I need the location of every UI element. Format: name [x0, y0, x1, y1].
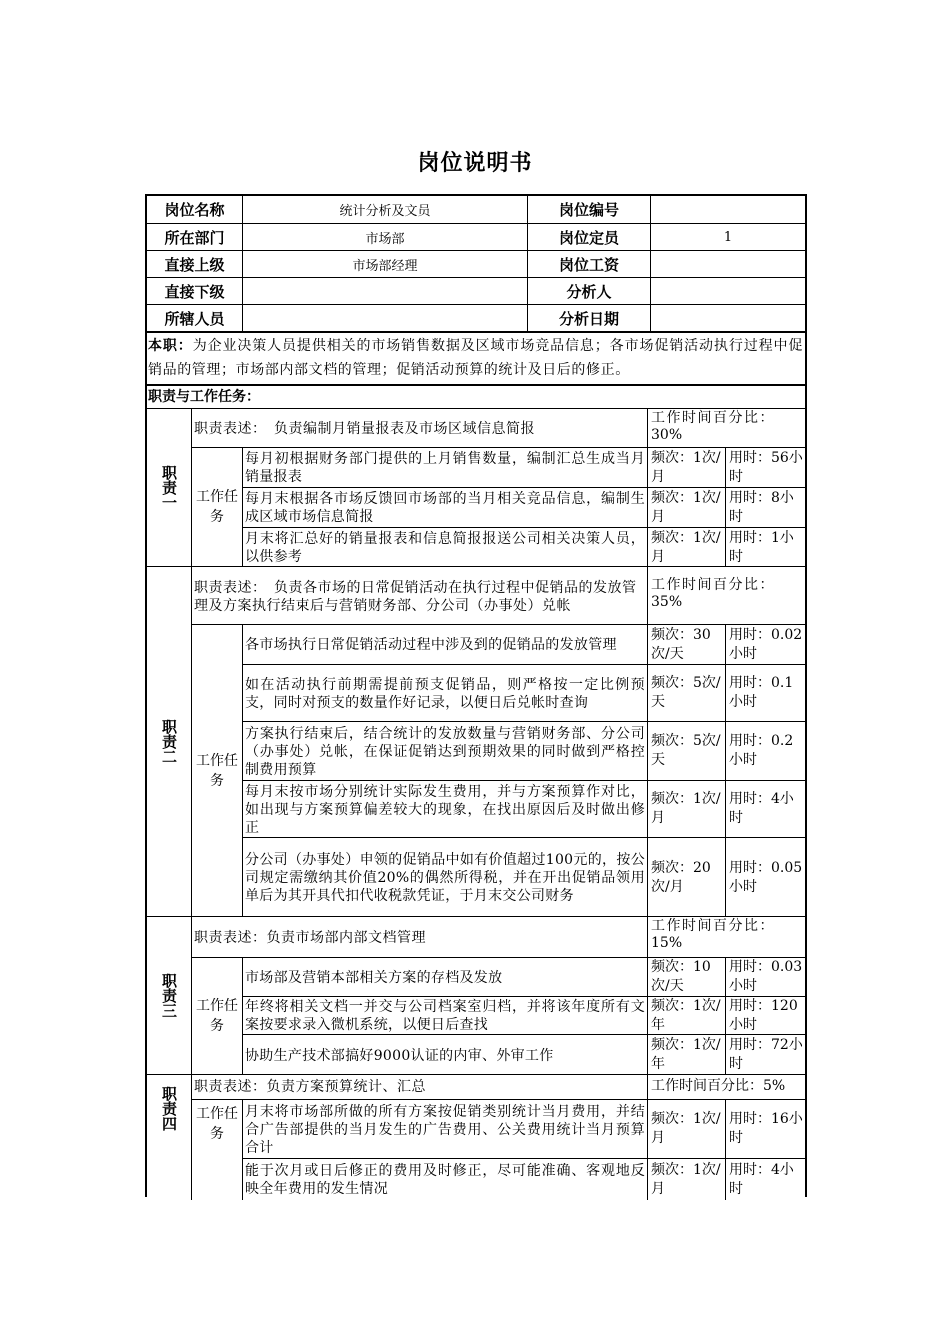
analyst-label: 分析人	[527, 277, 650, 304]
task-duration: 用时：0.03小时	[725, 957, 805, 996]
summary-text: 为企业决策人员提供相关的市场销售数据及区域市场竞品信息；各市场促销活动执行过程中促销品的管理；市场部内部文档的管理；促销活动预算的统计及日后的修正。	[148, 338, 803, 378]
job-code-label: 岗位编号	[527, 196, 650, 223]
headcount-label: 岗位定员	[527, 223, 650, 250]
task-text: 每月初根据财务部门提供的上月销售数量，编制汇总生成当月销量报表	[242, 447, 647, 487]
duty-section-4	[147, 1074, 805, 1199]
task-frequency: 频次：1次/月	[647, 447, 725, 487]
duty-description: 职责表述： 负责编制月销量报表及市场区域信息简报	[191, 409, 647, 447]
task-duration: 用时：0.05小时	[725, 837, 805, 917]
tasks-label: 工作任务	[191, 624, 242, 916]
task-duration: 用时：16小时	[725, 1099, 805, 1158]
task-frequency: 频次：1次/月	[647, 527, 725, 567]
tasks-label: 工作任务	[191, 957, 242, 1074]
subordinate-value	[242, 277, 527, 304]
task-duration: 用时：0.02小时	[725, 624, 805, 664]
superior-value: 市场部经理	[242, 250, 527, 277]
work-time-percentage: 工作时间百分比：5%	[647, 1075, 805, 1099]
duty-section-3	[147, 916, 805, 1074]
task-text: 月末将汇总好的销量报表和信息简报报送公司相关决策人员，以供参考	[242, 527, 647, 567]
headcount-value: 1	[650, 223, 805, 250]
task-frequency: 频次：1次/年	[647, 996, 725, 1034]
task-frequency: 频次：30次/天	[647, 624, 725, 664]
dept-label: 所在部门	[147, 223, 242, 250]
task-frequency: 频次：5次/天	[647, 721, 725, 780]
work-time-percentage: 工作时间百分比： 35%	[647, 567, 805, 624]
task-text: 分公司（办事处）申领的促销品中如有价值超过100元的，按公司规定需缴纳其价值20%的偶然所得税，并在开出促销品领用单后为其开具代扣代收税款凭证，于月末交公司财务	[242, 837, 647, 917]
job-code-value	[650, 196, 805, 223]
summary-label: 本职：	[148, 338, 193, 354]
task-text: 每月末按市场分别统计实际发生费用，并与方案预算作对比，如出现与方案预算偏差较大的现象，在找出原因后及时做出修正	[242, 780, 647, 837]
task-text: 市场部及营销本部相关方案的存档及发放	[242, 957, 647, 996]
task-duration: 用时：72小时	[725, 1034, 805, 1075]
task-frequency: 频次：1次/月	[647, 1158, 725, 1200]
task-frequency: 频次：20次/月	[647, 837, 725, 917]
task-frequency: 频次：10次/天	[647, 957, 725, 996]
duty-label: 职责一	[160, 465, 178, 510]
task-duration: 用时：0.1小时	[725, 664, 805, 721]
subordinate-label: 直接下级	[147, 277, 242, 304]
task-duration: 用时：4小时	[725, 780, 805, 837]
staff-label: 所辖人员	[147, 304, 242, 331]
task-text: 如在活动执行前期需提前预支促销品，则严格按一定比例预支，同时对预支的数量作好记录，以便日后兑帐时查询	[242, 664, 647, 721]
task-frequency: 频次：5次/天	[647, 664, 725, 721]
task-duration: 用时：0.2小时	[725, 721, 805, 780]
date-label: 分析日期	[527, 304, 650, 331]
job-name-value: 统计分析及文员	[242, 196, 527, 223]
document-title: 岗位说明书	[417, 151, 533, 176]
work-time-percentage: 工作时间百分比： 15%	[647, 917, 805, 957]
task-duration: 用时：1小时	[725, 527, 805, 567]
duties-heading: 职责与工作任务：	[147, 384, 805, 408]
job-name-label: 岗位名称	[164, 201, 225, 219]
duty-section-1	[147, 408, 805, 566]
tasks-label: 工作任务	[191, 447, 242, 566]
duty-description: 职责表述：负责市场部内部文档管理	[191, 917, 647, 957]
task-duration: 用时：8小时	[725, 487, 805, 527]
task-text: 年终将相关文档一并交与公司档案室归档，并将该年度所有文案按要求录入微机系统，以便日后查找	[242, 996, 647, 1034]
task-frequency: 频次：1次/年	[647, 1034, 725, 1075]
tasks-label: 工作任务	[191, 1099, 242, 1200]
task-text: 方案执行结束后，结合统计的发放数量与营销财务部、分公司（办事处）兑帐，在保证促销达到预期效果的同时做到严格控制费用预算	[242, 721, 647, 780]
duty-description: 职责表述： 负责各市场的日常促销活动在执行过程中促销品的发放管理及方案执行结束后与营销财务部、分公司（办事处）兑帐	[191, 567, 647, 624]
superior-label: 直接上级	[147, 250, 242, 277]
task-duration: 用时：120小时	[725, 996, 805, 1034]
salary-label: 岗位工资	[527, 250, 650, 277]
work-time-percentage: 工作时间百分比： 30%	[647, 409, 805, 447]
staff-value	[242, 304, 527, 331]
duty-description: 职责表述：负责方案预算统计、汇总	[191, 1075, 647, 1099]
duty-label: 职责四	[160, 1085, 178, 1131]
task-text: 协助生产技术部搞好9000认证的内审、外审工作	[242, 1034, 647, 1075]
task-text: 每月末根据各市场反馈回市场部的当月相关竞品信息，编制生成区域市场信息简报	[242, 487, 647, 527]
task-text: 能于次月或日后修正的费用及时修正，尽可能准确、客观地反映全年费用的发生情况	[242, 1158, 647, 1200]
task-text: 各市场执行日常促销活动过程中涉及到的促销品的发放管理	[242, 624, 647, 664]
analyst-value	[650, 277, 805, 304]
task-duration: 用时：56小时	[725, 447, 805, 487]
task-text: 月末将市场部所做的所有方案按促销类别统计当月费用，并结合广告部提供的当月发生的广告费用、公关费用统计当月预算合计	[242, 1099, 647, 1158]
task-frequency: 频次：1次/月	[647, 1099, 725, 1158]
duty-section-2	[147, 566, 805, 916]
job-description-table	[145, 194, 807, 1197]
task-frequency: 频次：1次/月	[647, 487, 725, 527]
dept-value: 市场部	[242, 223, 527, 250]
task-duration: 用时：4小时	[725, 1158, 805, 1200]
salary-value	[650, 250, 805, 277]
duty-label: 职责三	[160, 973, 178, 1018]
date-value	[650, 304, 805, 331]
duty-label: 职责二	[160, 719, 178, 764]
task-frequency: 频次：1次/月	[647, 780, 725, 837]
job-summary	[147, 331, 805, 384]
